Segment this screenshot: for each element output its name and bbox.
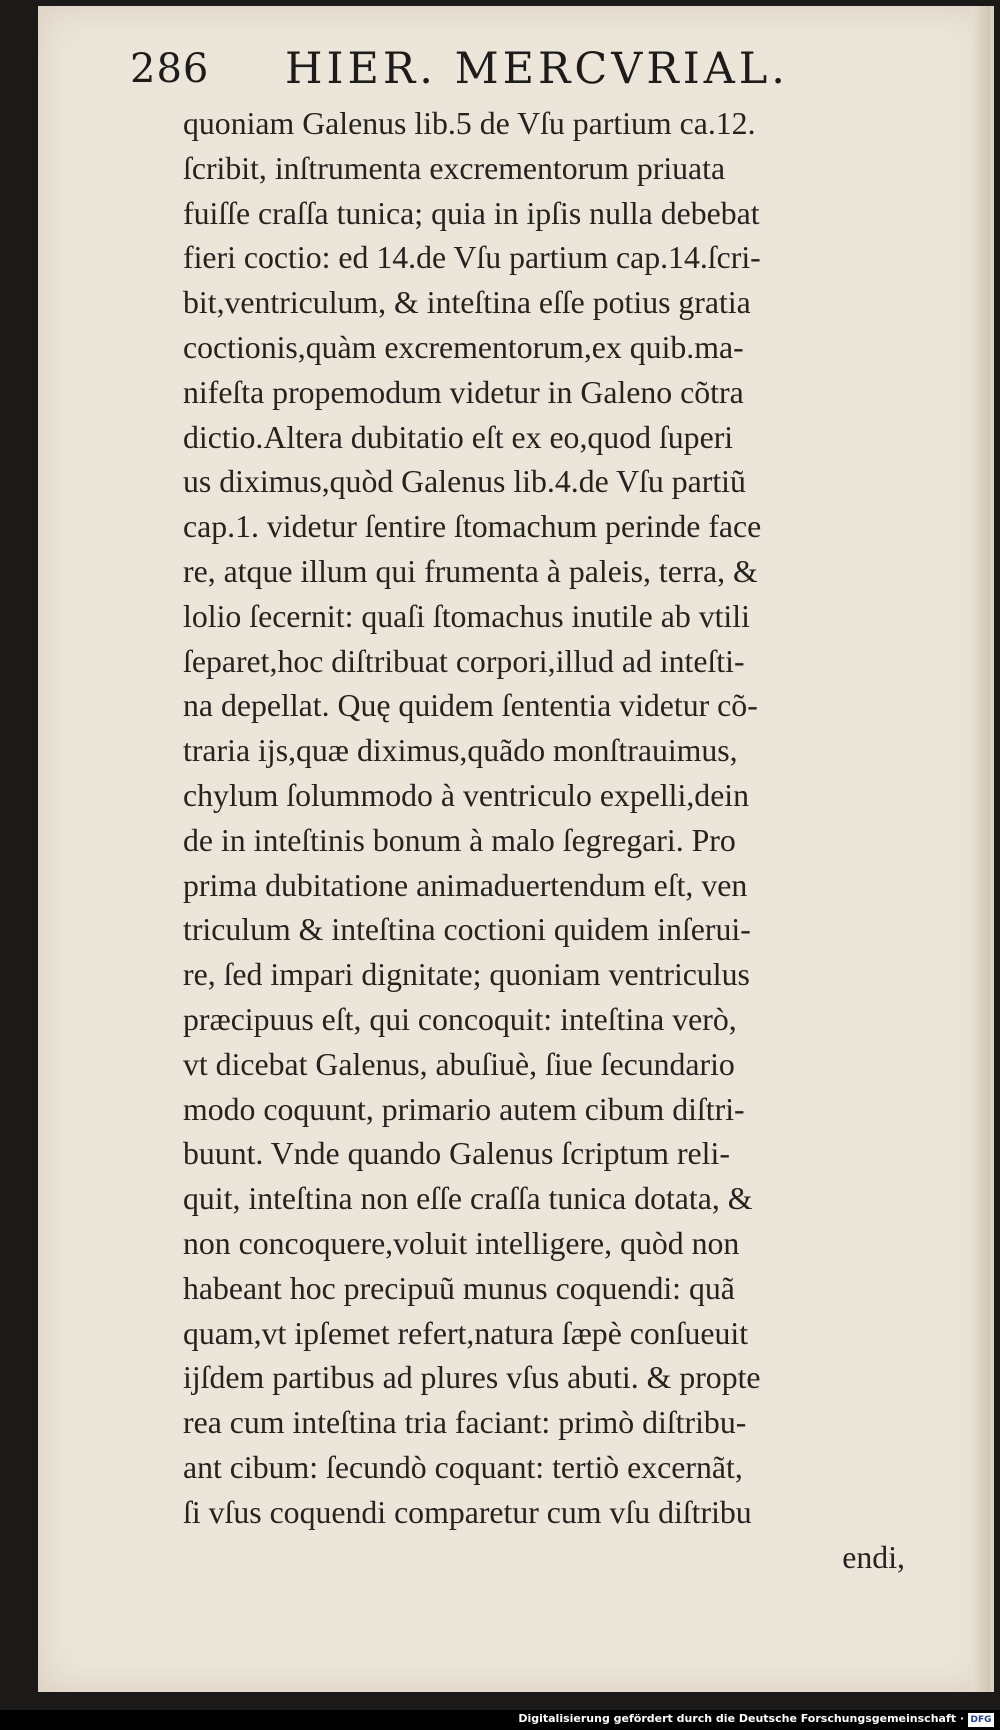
text-line: quit, inteſtina non eſſe craſſa tunica dotata, & [183, 1181, 753, 1217]
text-line: ſcribit, inſtrumenta excrementorum priuata [183, 150, 726, 186]
dfg-logo: DFG [968, 1713, 994, 1727]
text-line: endi, [842, 1539, 905, 1575]
text-line: traria ijs,quæ diximus,quãdo monſtrauimus, [183, 733, 738, 769]
text-line: habeant hoc precipuũ munus coquendi: quã [183, 1270, 735, 1306]
text-line: fieri coctio: ed 14.de Vſu partium cap.14.ſcri- [183, 240, 761, 276]
text-line: us diximus,quòd Galenus lib.4.de Vſu partiũ [183, 464, 746, 500]
text-line: modo coquunt, primario autem cibum diſtri- [183, 1091, 745, 1127]
text-line: re, atque illum qui frumenta à paleis, terra, & [183, 553, 758, 589]
text-line: quam,vt ipſemet refert,natura ſæpè conſueuit [183, 1315, 749, 1351]
digitization-credit-bar [0, 1710, 1000, 1730]
text-line: bit,ventriculum, & inteſtina eſſe potius gratia [183, 285, 751, 321]
text-line: buunt. Vnde quando Galenus ſcriptum reli- [183, 1136, 730, 1172]
text-line: non concoquere,voluit intelligere, quòd non [183, 1225, 740, 1261]
text-line: vt dicebat Galenus, abuſiuè, ſiue ſecundario [183, 1046, 735, 1082]
text-line: fuiſſe craſſa tunica; quia in ipſis nulla debebat [183, 195, 760, 231]
text-line: coctionis,quàm excrementorum,ex quib.ma- [183, 329, 744, 365]
text-line: re, ſed impari dignitate; quoniam ventriculus [183, 957, 750, 993]
text-line: nifeſta propemodum videtur in Galeno cõtra [183, 374, 744, 410]
running-head [130, 38, 870, 98]
text-line: triculum & inteſtina coctioni quidem inſerui- [183, 912, 751, 948]
text-line: cap.1. videtur ſentire ſtomachum perinde face [183, 509, 762, 545]
text-line: na depellat. Quę quidem ſententia videtur cõ- [183, 688, 758, 724]
text-line: ijſdem partibus ad plures vſus abuti. & propte [183, 1360, 761, 1396]
text-line: de in inteſtinis bonum à malo ſegregari. Pro [183, 822, 736, 858]
text-line: ſeparet,hoc diſtribuat corpori,illud ad inteſti- [183, 643, 745, 679]
running-title: HIER. MERCVRIAL. [285, 44, 789, 94]
text-line: chylum ſolummodo à ventriculo expelli,dein [183, 777, 750, 813]
text-line: quoniam Galenus lib.5 de Vſu partium ca.12. [183, 106, 756, 141]
text-line: rea cum inteſtina tria faciant: primò diſtribu- [183, 1405, 747, 1441]
page-edge [972, 6, 990, 1692]
text-line: præcipuus eſt, qui concoquit: inteſtina verò, [183, 1001, 737, 1037]
text-line: prima dubitatione animaduertendum eſt, ven [183, 867, 748, 903]
text-line: ant cibum: ſecundò coquant: tertiò excernãt, [183, 1449, 743, 1485]
text-line: dictio.Altera dubitatio eſt ex eo,quod ſuperi [183, 419, 734, 455]
text-line: ſi vſus coquendi comparetur cum vſu diſtribu [183, 1494, 752, 1530]
digitization-credit: Digitalisierung gefördert durch die Deutsche Forschungsgemeinschaft · [518, 1712, 964, 1725]
text-line: lolio ſecernit: quaſi ſtomachus inutile ab vtili [183, 598, 750, 634]
page-number: 286 [130, 46, 210, 92]
body-text [183, 102, 935, 1580]
